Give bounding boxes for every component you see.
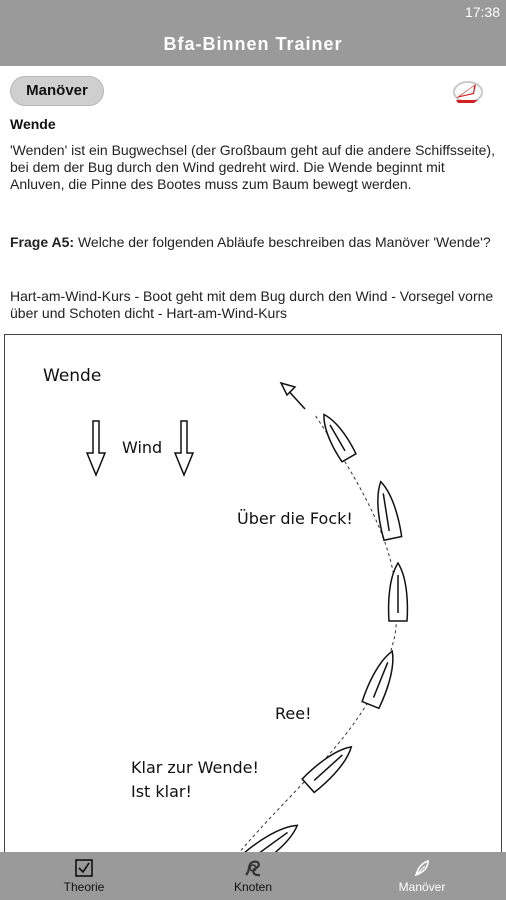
wind-arrow-left-icon bbox=[87, 421, 105, 475]
topic-title: Wende bbox=[10, 116, 56, 132]
nav-theory[interactable] bbox=[0, 852, 168, 900]
question-text: Welche der folgenden Abläufe beschreiben das Manöver 'Wende'? bbox=[74, 234, 491, 250]
boat-icon-1 bbox=[317, 410, 357, 462]
answer-text: Hart-am-Wind-Kurs - Boot geht mit dem Bug durch den Wind - Vorsegel vorne über und Schoten dicht - Hart-am-Wind-Kurs bbox=[10, 288, 494, 321]
wind-arrow-right-icon bbox=[175, 421, 193, 475]
call-over-jib: Über die Fock! bbox=[237, 509, 353, 528]
question-label: Frage A5: bbox=[10, 234, 75, 250]
content-area[interactable] bbox=[0, 66, 506, 852]
sail-icon bbox=[412, 858, 432, 878]
call-ready-about: Klar zur Wende! bbox=[131, 758, 259, 777]
theory-paragraph: 'Wenden' ist ein Bugwechsel (der Großbaum geht auf die andere Schiffsseite), bei dem der Bug durch den Wind gedreht wird. Die Wende beginnt mit Anluven, die Pinne des Bootes muss zum Baum bewegt werden. bbox=[10, 142, 495, 192]
call-ree: Ree! bbox=[275, 704, 312, 723]
maneuver-chip[interactable]: Manöver bbox=[10, 76, 104, 106]
wind-label: Wind bbox=[122, 438, 163, 457]
boat-icon-2 bbox=[372, 480, 402, 541]
boat-icon-3 bbox=[389, 563, 408, 621]
nav-maneuver-label: Manöver bbox=[398, 880, 446, 894]
diagram-title: Wende bbox=[43, 366, 102, 386]
boat-icon-5 bbox=[302, 740, 358, 793]
nav-theory-label: Theorie bbox=[63, 880, 105, 894]
checkbox-icon bbox=[74, 858, 94, 878]
boat-icon-6 bbox=[245, 818, 303, 852]
boat-icon-4 bbox=[362, 648, 401, 709]
nav-knots[interactable] bbox=[169, 852, 337, 900]
question bbox=[10, 234, 498, 251]
status-bar bbox=[0, 0, 506, 24]
nav-knots-label: Knoten bbox=[233, 880, 273, 894]
sailboat-logo-icon bbox=[444, 76, 484, 106]
app-title: Bfa-Binnen Trainer bbox=[163, 34, 343, 54]
app-bar bbox=[0, 24, 506, 66]
tacking-diagram bbox=[4, 334, 502, 852]
bottom-navigation bbox=[0, 852, 506, 900]
knot-icon bbox=[243, 858, 263, 878]
nav-maneuver[interactable] bbox=[338, 852, 506, 900]
status-time: 17:38 bbox=[464, 4, 500, 20]
heading-arrow-icon bbox=[281, 383, 305, 409]
call-ready: Ist klar! bbox=[131, 782, 192, 801]
